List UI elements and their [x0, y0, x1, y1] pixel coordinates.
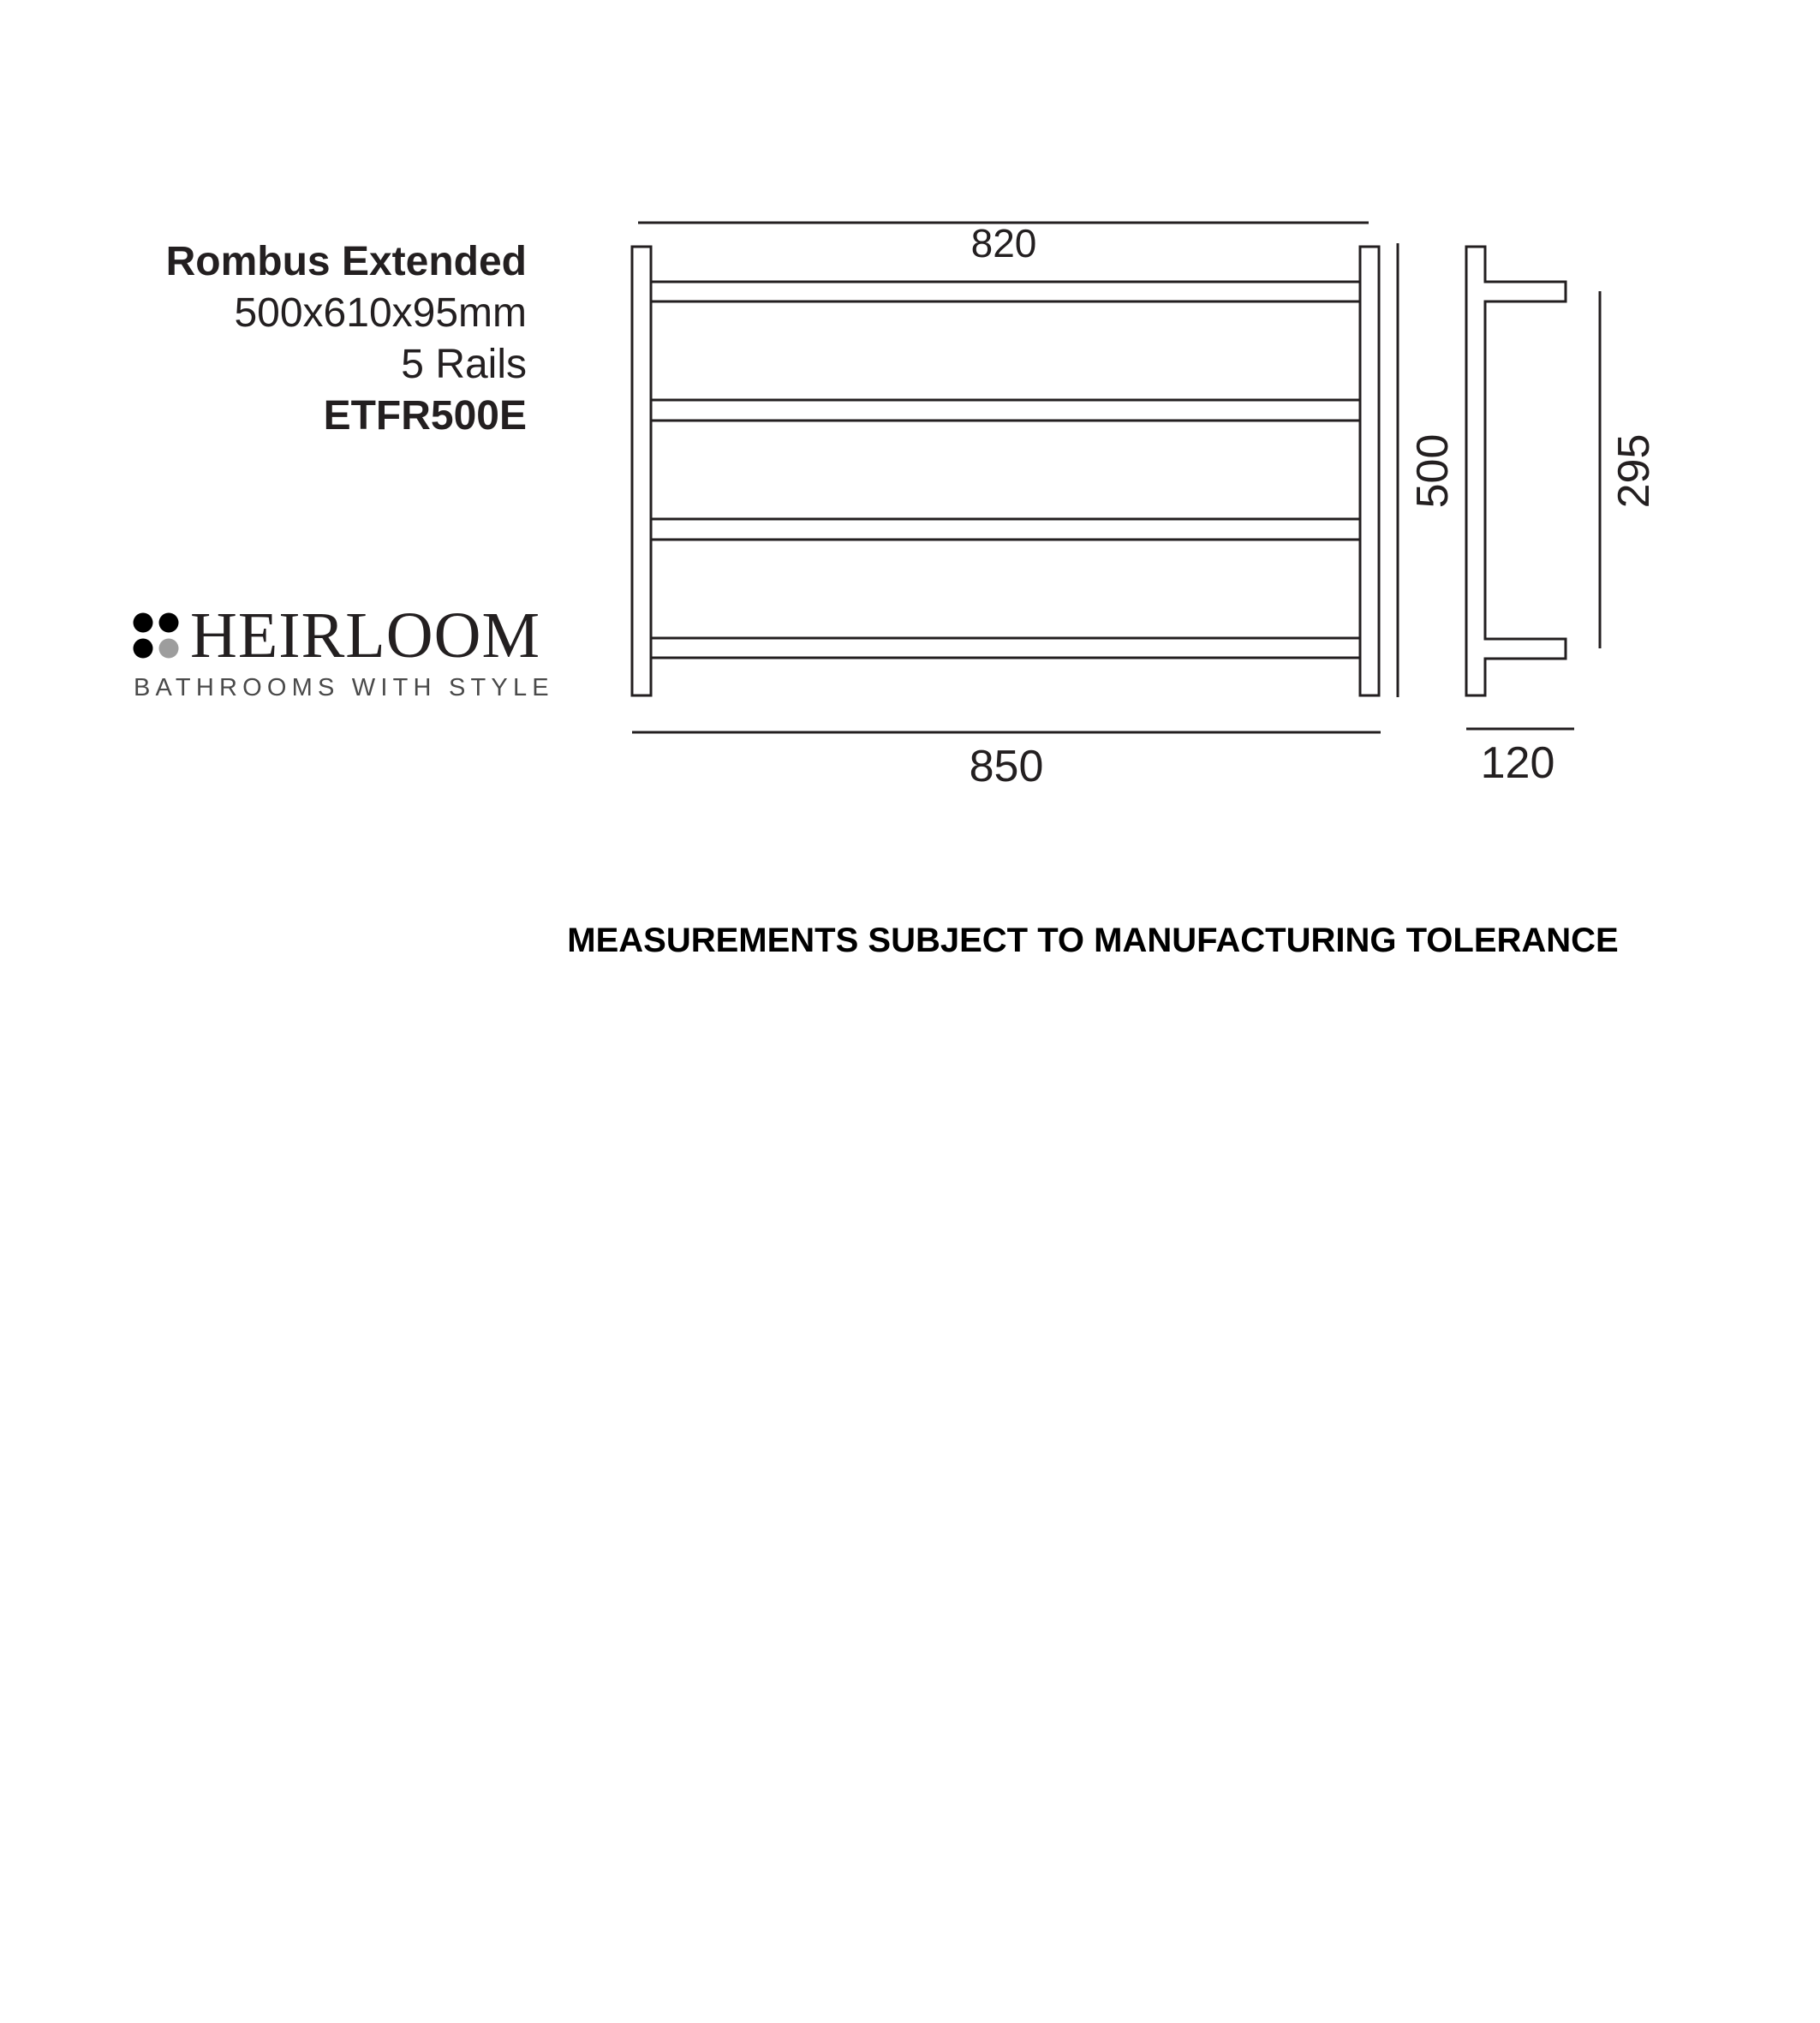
logo-wordmark: HEIRLOOM: [190, 600, 541, 671]
technical-drawing: [0, 0, 1820, 856]
front-right-post: [1360, 247, 1379, 695]
logo-tagline: BATHROOMS WITH STYLE: [134, 674, 554, 701]
rail-3: [651, 421, 1360, 519]
front-left-post: [632, 247, 651, 695]
dim-label-overall-height: 500: [1408, 433, 1458, 509]
dim-label-inner-width: 820: [970, 221, 1037, 266]
side-view-profile: [1466, 247, 1566, 695]
rail-2: [651, 301, 1360, 400]
rail-5: [651, 658, 1360, 676]
dim-label-side-height: 295: [1609, 433, 1659, 509]
product-size: 500x610x95mm: [234, 290, 527, 336]
product-name: Rombus Extended: [165, 239, 527, 284]
dim-label-overall-width: 850: [969, 742, 1044, 791]
rail-4: [651, 540, 1360, 638]
product-code: ETFR500E: [323, 393, 527, 439]
tolerance-note: MEASUREMENTS SUBJECT TO MANUFACTURING TOLERANCE: [567, 922, 1619, 959]
dim-label-side-depth: 120: [1480, 738, 1555, 788]
product-rails: 5 Rails: [401, 342, 527, 387]
